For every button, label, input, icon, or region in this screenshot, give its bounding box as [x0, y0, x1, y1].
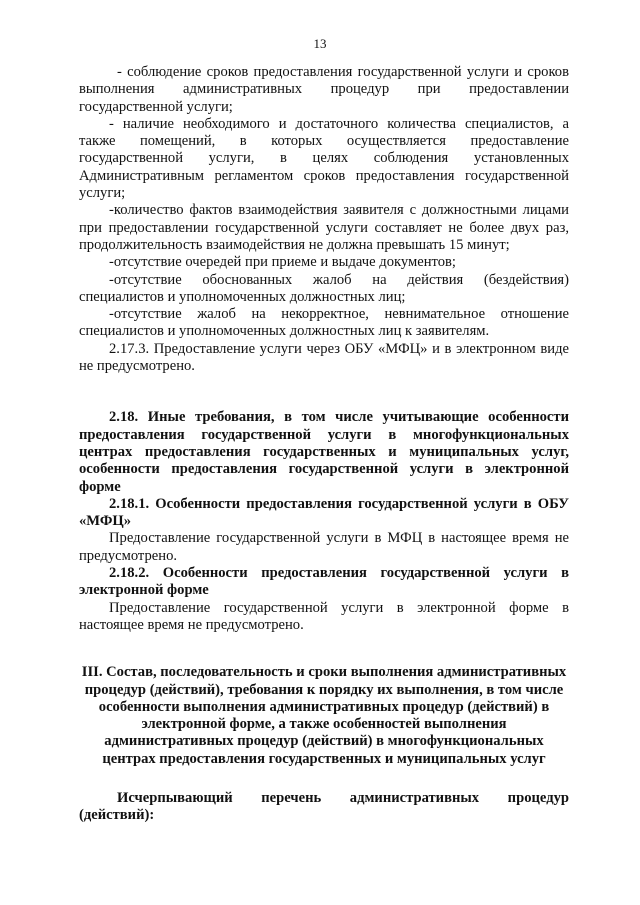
paragraph-specialists: - наличие необходимого и достаточного количества специалистов, а также помещений, в которых осуществляется предоставление государственной услуги, в целях соблюдения установленных Административным регламентом сроков предоставления государственной услуги;	[79, 115, 569, 202]
page-content	[79, 64, 569, 825]
paragraph-interactions: -количество фактов взаимодействия заявителя с должностными лицами при предоставлении государственной услуги составляет не более двух раз, продолжительность взаимодействия не должна превышать 15 минут;	[79, 202, 569, 253]
heading-2-18-1: 2.18.1. Особенности предоставления государственной услуги в ОБУ «МФЦ»	[79, 495, 569, 530]
paragraph-no-justified-complaints: -отсутствие обоснованных жалоб на действия (бездействия) специалистов и уполномоченных должностных лиц;	[79, 271, 569, 305]
paragraph-deadlines: - соблюдение сроков предоставления государственной услуги и сроков выполнения административных процедур при предоставлении государственной услуги;	[79, 64, 569, 115]
paragraph-no-queues: -отсутствие очередей при приеме и выдаче документов;	[109, 254, 456, 271]
paragraph-2-18-2: Предоставление государственной услуги в электронной форме в настоящее время не предусмотрено.	[79, 599, 569, 633]
paragraph-no-complaints: -отсутствие жалоб на некорректное, невнимательное отношение специалистов и уполномоченных должностных лиц к заявителям.	[79, 306, 569, 340]
paragraph-2-18-1: Предоставление государственной услуги в МФЦ в настоящее время не предусмотрено.	[79, 530, 569, 564]
heading-2-18: 2.18. Иные требования, в том числе учитывающие особенности предоставления государственной услуги в многофункциональных центрах предоставления государственных и муниципальных услуг, особенности предоставления государственной услуги в электронной форме	[79, 409, 569, 495]
heading-2-18-2: 2.18.2. Особенности предоставления государственной услуги в электронной форме	[79, 565, 569, 599]
list-intro: Исчерпывающий перечень административных процедур (действий):	[79, 789, 569, 824]
heading-section-3: III. Состав, последовательность и сроки выполнения административных процедур (действий), требования к порядку их выполнения, в том числе особенности выполнения административных процедур (действий) в электронной форме, а также особенностей выполнения административных процедур (действий) в многофункциональных центрах предоставления государственных и муниципальных услуг	[81, 664, 567, 767]
page-number: 13	[313, 36, 327, 51]
paragraph-2-17-3: 2.17.3. Предоставление услуги через ОБУ «МФЦ» и в электронном виде не предусмотрено.	[79, 340, 569, 375]
